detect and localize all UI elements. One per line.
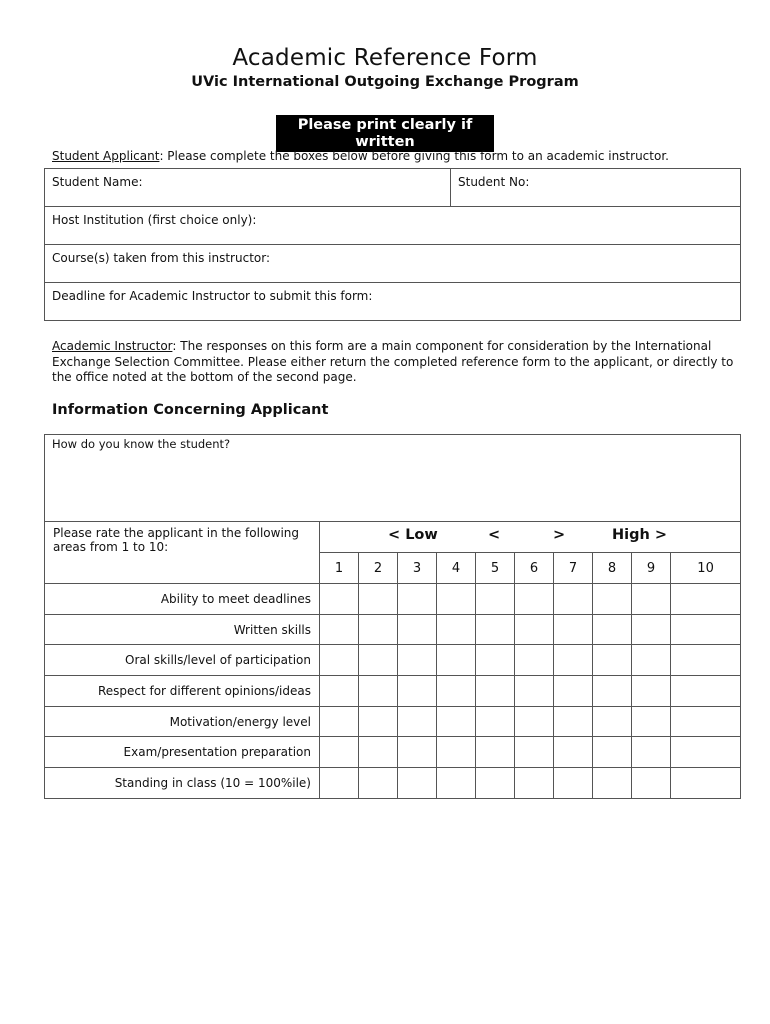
- criteria-label: Exam/presentation preparation: [45, 737, 320, 768]
- scale-number-6: 6: [515, 553, 554, 584]
- scale-right-arrow: >: [553, 527, 566, 543]
- form-title: Academic Reference Form: [232, 45, 538, 71]
- rating-cell-3[interactable]: [398, 768, 437, 799]
- rating-cell-1[interactable]: [320, 737, 359, 768]
- criteria-row: [45, 645, 741, 676]
- scale-number-9: 9: [632, 553, 671, 584]
- criteria-rows: [45, 584, 741, 799]
- banner-line-2: written: [355, 134, 415, 150]
- rating-cell-2[interactable]: [359, 737, 398, 768]
- rating-cell-7[interactable]: [554, 737, 593, 768]
- deadline-row[interactable]: [45, 283, 740, 321]
- rating-cell-7[interactable]: [554, 768, 593, 799]
- rating-cell-4[interactable]: [437, 614, 476, 645]
- rating-cell-8[interactable]: [593, 645, 632, 676]
- criteria-label: Written skills: [45, 614, 320, 645]
- student-instructions-text: : Please complete the boxes below before giving this form to an academic instructor.: [159, 149, 669, 163]
- rating-cell-4[interactable]: [437, 584, 476, 615]
- criteria-label: Standing in class (10 = 100%ile): [45, 768, 320, 799]
- student-applicant-heading: Student Applicant: [52, 149, 160, 163]
- rating-cell-3[interactable]: [398, 737, 437, 768]
- rating-cell-9[interactable]: [632, 737, 671, 768]
- student-info-box: [44, 168, 741, 321]
- criteria-label: Respect for different opinions/ideas: [45, 676, 320, 707]
- rating-cell-8[interactable]: [593, 706, 632, 737]
- how-know-student-label: How do you know the student?: [52, 437, 231, 451]
- scale-left-arrow: <: [488, 527, 501, 543]
- rating-cell-4[interactable]: [437, 706, 476, 737]
- student-name-row[interactable]: [45, 169, 740, 207]
- scale-header: [320, 522, 741, 553]
- rate-prompt-cell: [45, 522, 320, 584]
- form-subtitle: UVic International Outgoing Exchange Program: [191, 74, 579, 90]
- banner-line-1: Please print clearly if: [297, 117, 473, 133]
- rating-cell-6[interactable]: [515, 676, 554, 707]
- student-instructions: [52, 149, 669, 163]
- rating-cell-10[interactable]: [671, 614, 741, 645]
- row-divider: [450, 169, 451, 207]
- rating-cell-5[interactable]: [476, 645, 515, 676]
- student-number-label: Student No:: [458, 175, 530, 189]
- rating-cell-3[interactable]: [398, 614, 437, 645]
- rating-cell-3[interactable]: [398, 584, 437, 615]
- scale-high-label: High >: [612, 527, 668, 543]
- rating-cell-2[interactable]: [359, 614, 398, 645]
- scale-number-5: 5: [476, 553, 515, 584]
- rating-cell-8[interactable]: [593, 676, 632, 707]
- rating-cell-6[interactable]: [515, 768, 554, 799]
- rating-cell-5[interactable]: [476, 584, 515, 615]
- scale-number-4: 4: [437, 553, 476, 584]
- scale-number-7: 7: [554, 553, 593, 584]
- criteria-label: Motivation/energy level: [45, 706, 320, 737]
- rate-prompt: Please rate the applicant in the following areas from 1 to 10:: [53, 526, 299, 554]
- criteria-label: Oral skills/level of participation: [45, 645, 320, 676]
- rating-cell-5[interactable]: [476, 676, 515, 707]
- rating-cell-2[interactable]: [359, 706, 398, 737]
- criteria-row: [45, 584, 741, 615]
- rating-cell-9[interactable]: [632, 676, 671, 707]
- rating-cell-3[interactable]: [398, 645, 437, 676]
- scale-low-label: < Low: [388, 527, 438, 543]
- rating-cell-7[interactable]: [554, 645, 593, 676]
- criteria-row: [45, 614, 741, 645]
- section-title: Information Concerning Applicant: [52, 402, 329, 418]
- rating-cell-10[interactable]: [671, 706, 741, 737]
- rating-cell-10[interactable]: [671, 676, 741, 707]
- rating-cell-9[interactable]: [632, 706, 671, 737]
- rating-cell-8[interactable]: [593, 737, 632, 768]
- rating-cell-1[interactable]: [320, 584, 359, 615]
- student-name-label: Student Name:: [52, 175, 143, 189]
- rating-cell-4[interactable]: [437, 645, 476, 676]
- criteria-row: [45, 706, 741, 737]
- rating-cell-7[interactable]: [554, 584, 593, 615]
- courses-label: Course(s) taken from this instructor:: [52, 251, 271, 265]
- rating-cell-4[interactable]: [437, 768, 476, 799]
- rating-cell-1[interactable]: [320, 676, 359, 707]
- rating-cell-1[interactable]: [320, 706, 359, 737]
- criteria-label: Ability to meet deadlines: [45, 584, 320, 615]
- rating-cell-2[interactable]: [359, 676, 398, 707]
- criteria-row: [45, 737, 741, 768]
- instructor-instructions: [52, 339, 742, 386]
- rating-cell-1[interactable]: [320, 614, 359, 645]
- rating-cell-5[interactable]: [476, 768, 515, 799]
- rating-cell-2[interactable]: [359, 768, 398, 799]
- rating-cell-10[interactable]: [671, 768, 741, 799]
- deadline-label: Deadline for Academic Instructor to submit this form:: [52, 289, 373, 303]
- rating-cell-5[interactable]: [476, 737, 515, 768]
- rating-cell-3[interactable]: [398, 706, 437, 737]
- scale-number-2: 2: [359, 553, 398, 584]
- rating-cell-9[interactable]: [632, 768, 671, 799]
- courses-row[interactable]: [45, 245, 740, 283]
- rating-cell-6[interactable]: [515, 614, 554, 645]
- print-clearly-banner: [276, 115, 494, 152]
- rating-cell-8[interactable]: [593, 614, 632, 645]
- academic-instructor-heading: Academic Instructor: [52, 339, 173, 353]
- rating-cell-8[interactable]: [593, 584, 632, 615]
- rating-cell-10[interactable]: [671, 645, 741, 676]
- scale-number-10: 10: [671, 553, 741, 584]
- rating-cell-7[interactable]: [554, 706, 593, 737]
- rating-cell-5[interactable]: [476, 614, 515, 645]
- rating-cell-7[interactable]: [554, 676, 593, 707]
- rating-cell-4[interactable]: [437, 676, 476, 707]
- host-institution-row[interactable]: [45, 207, 740, 245]
- criteria-row: [45, 676, 741, 707]
- host-institution-label: Host Institution (first choice only):: [52, 213, 257, 227]
- rating-cell-9[interactable]: [632, 645, 671, 676]
- instructor-instructions-text: : The responses on this form are a main component for consideration by the International Exchange Selection Committee. Please either return the completed reference form to the applicant, or directly to the office noted at the bottom of the second page.: [52, 339, 734, 384]
- rating-table: [44, 434, 741, 799]
- how-know-student-field[interactable]: [45, 435, 741, 522]
- rating-cell-6[interactable]: [515, 706, 554, 737]
- scale-number-3: 3: [398, 553, 437, 584]
- rating-cell-10[interactable]: [671, 737, 741, 768]
- rating-cell-1[interactable]: [320, 768, 359, 799]
- rating-cell-2[interactable]: [359, 584, 398, 615]
- rating-cell-6[interactable]: [515, 584, 554, 615]
- rating-cell-4[interactable]: [437, 737, 476, 768]
- rating-cell-6[interactable]: [515, 645, 554, 676]
- rating-cell-2[interactable]: [359, 645, 398, 676]
- rating-cell-10[interactable]: [671, 584, 741, 615]
- criteria-row: [45, 768, 741, 799]
- scale-number-8: 8: [593, 553, 632, 584]
- rating-cell-1[interactable]: [320, 645, 359, 676]
- scale-number-1: 1: [320, 553, 359, 584]
- rating-cell-9[interactable]: [632, 584, 671, 615]
- rating-cell-5[interactable]: [476, 706, 515, 737]
- rating-cell-3[interactable]: [398, 676, 437, 707]
- rating-cell-8[interactable]: [593, 768, 632, 799]
- rating-cell-7[interactable]: [554, 614, 593, 645]
- rating-cell-6[interactable]: [515, 737, 554, 768]
- rating-cell-9[interactable]: [632, 614, 671, 645]
